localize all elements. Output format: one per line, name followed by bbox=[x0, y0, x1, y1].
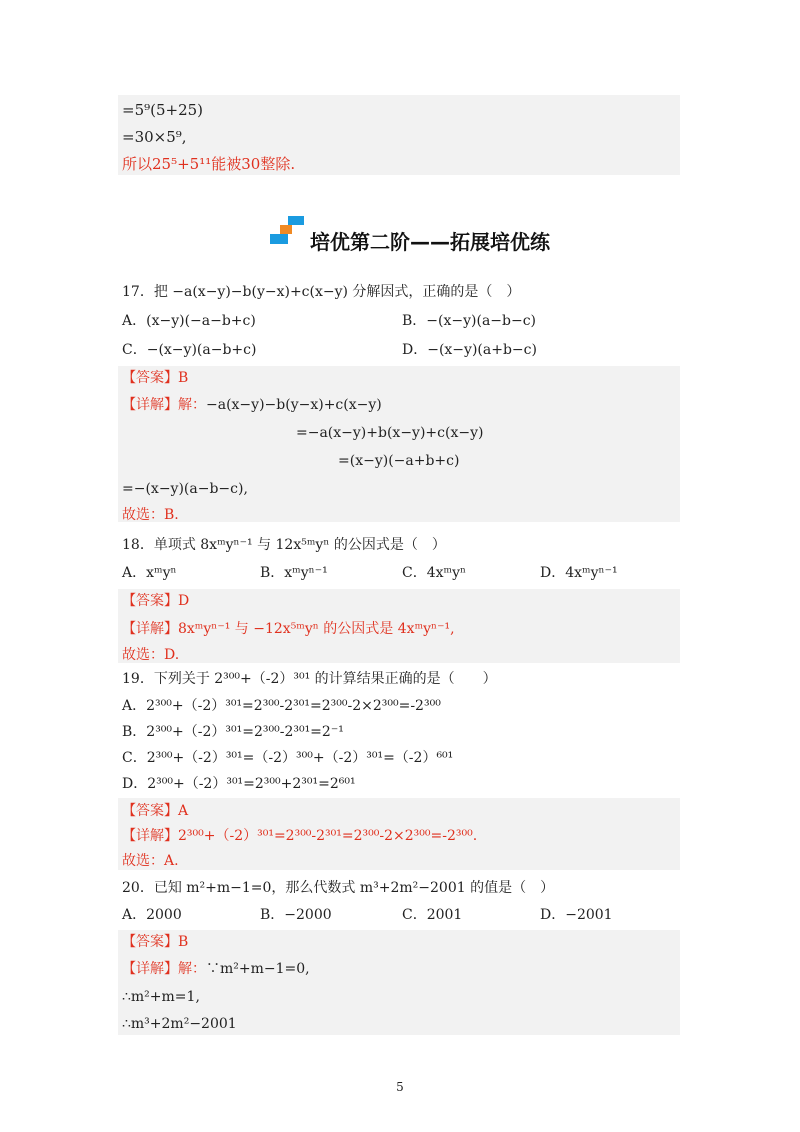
answer-value: D bbox=[178, 593, 190, 609]
q19-choose: 故选：A. bbox=[122, 853, 179, 869]
prev-line-2: =30×5⁹, bbox=[122, 128, 187, 146]
q19-option-a: A．2³⁰⁰+（-2）³⁰¹=2³⁰⁰-2³⁰¹=2³⁰⁰-2×2³⁰⁰=-2³⁰⁰ bbox=[122, 698, 441, 714]
q17-step-1: −a(x−y)−b(y−x)+c(x−y) bbox=[206, 397, 382, 413]
q17-stem: 17．把 −a(x−y)−b(y−x)+c(x−y) 分解因式，正确的是（ ） bbox=[122, 284, 521, 300]
answer-value: A bbox=[178, 803, 189, 819]
detail-text: 2³⁰⁰+（-2）³⁰¹=2³⁰⁰-2³⁰¹=2³⁰⁰-2×2³⁰⁰=-2³⁰⁰. bbox=[178, 828, 478, 844]
q18-choose: 故选：D. bbox=[122, 647, 180, 663]
section-title-icon bbox=[270, 216, 306, 246]
q17-answer bbox=[122, 368, 188, 388]
q18-option-d: D．4xᵐyⁿ⁻¹ bbox=[540, 565, 618, 581]
q17-option-d: D．−(x−y)(a+b−c) bbox=[402, 342, 537, 358]
q17-option-b: B．−(x−y)(a−b−c) bbox=[402, 313, 537, 329]
q17-option-a: A．(x−y)(−a−b+c) bbox=[122, 313, 256, 329]
q17-step-3: =(x−y)(−a+b+c) bbox=[338, 453, 460, 469]
detail-intro: 解： bbox=[178, 961, 206, 977]
q20-option-a: A．2000 bbox=[122, 907, 182, 923]
q18-option-c: C．4xᵐyⁿ bbox=[402, 565, 467, 581]
q20-option-b: B．−2000 bbox=[260, 907, 332, 923]
q20-option-c: C．2001 bbox=[402, 907, 463, 923]
answer-tag: 【答案】 bbox=[122, 803, 178, 819]
answer-tag: 【答案】 bbox=[122, 370, 178, 386]
q19-stem: 19．下列关于 2³⁰⁰+（-2）³⁰¹ 的计算结果正确的是（ ） bbox=[122, 671, 497, 687]
q20-answer bbox=[122, 932, 188, 952]
q18-detail bbox=[122, 619, 455, 639]
detail-tag: 【详解】 bbox=[122, 397, 178, 413]
prev-conclusion: 所以25⁵+5¹¹能被30整除. bbox=[122, 155, 296, 173]
q19-option-d: D．2³⁰⁰+（-2）³⁰¹=2³⁰⁰+2³⁰¹=2⁶⁰¹ bbox=[122, 776, 356, 792]
q18-answer bbox=[122, 591, 189, 611]
q17-step-2: =−a(x−y)+b(x−y)+c(x−y) bbox=[296, 425, 484, 441]
detail-tag: 【详解】 bbox=[122, 621, 178, 637]
q19-option-b: B．2³⁰⁰+（-2）³⁰¹=2³⁰⁰-2³⁰¹=2⁻¹ bbox=[122, 724, 344, 740]
answer-tag: 【答案】 bbox=[122, 934, 178, 950]
q20-step-2: ∴m²+m=1, bbox=[122, 989, 200, 1005]
q18-option-b: B．xᵐyⁿ⁻¹ bbox=[260, 565, 328, 581]
q20-stem: 20．已知 m²+m−1=0，那么代数式 m³+2m²−2001 的值是（ ） bbox=[122, 880, 555, 896]
q17-step-4: =−(x−y)(a−b−c), bbox=[122, 481, 248, 497]
answer-value: B bbox=[178, 370, 189, 386]
q17-option-c: C．−(x−y)(a−b+c) bbox=[122, 342, 257, 358]
detail-tag: 【详解】 bbox=[122, 961, 178, 977]
q19-answer bbox=[122, 801, 188, 821]
q18-option-a: A．xᵐyⁿ bbox=[122, 565, 177, 581]
prev-line-1: =5⁹(5+25) bbox=[122, 101, 204, 119]
q17-detail-line bbox=[122, 395, 382, 415]
answer-tag: 【答案】 bbox=[122, 593, 178, 609]
q20-step-3: ∴m³+2m²−2001 bbox=[122, 1016, 237, 1032]
page-number: 5 bbox=[396, 1080, 404, 1094]
section-title: 培优第二阶——拓展培优练 bbox=[310, 230, 550, 254]
detail-text: 8xᵐyⁿ⁻¹ 与 −12x⁵ᵐyⁿ 的公因式是 4xᵐyⁿ⁻¹, bbox=[178, 621, 455, 637]
q19-option-c: C．2³⁰⁰+（-2）³⁰¹=（-2）³⁰⁰+（-2）³⁰¹=（-2）⁶⁰¹ bbox=[122, 750, 454, 766]
q20-step-1: ∵m²+m−1=0, bbox=[206, 961, 310, 977]
q20-option-d: D．−2001 bbox=[540, 907, 613, 923]
answer-value: B bbox=[178, 934, 189, 950]
q19-detail bbox=[122, 826, 477, 846]
detail-intro: 解： bbox=[178, 397, 206, 413]
detail-tag: 【详解】 bbox=[122, 828, 178, 844]
q20-detail-line bbox=[122, 959, 310, 979]
q18-stem: 18．单项式 8xᵐyⁿ⁻¹ 与 12x⁵ᵐyⁿ 的公因式是（ ） bbox=[122, 537, 446, 553]
q17-choose: 故选：B. bbox=[122, 507, 179, 523]
